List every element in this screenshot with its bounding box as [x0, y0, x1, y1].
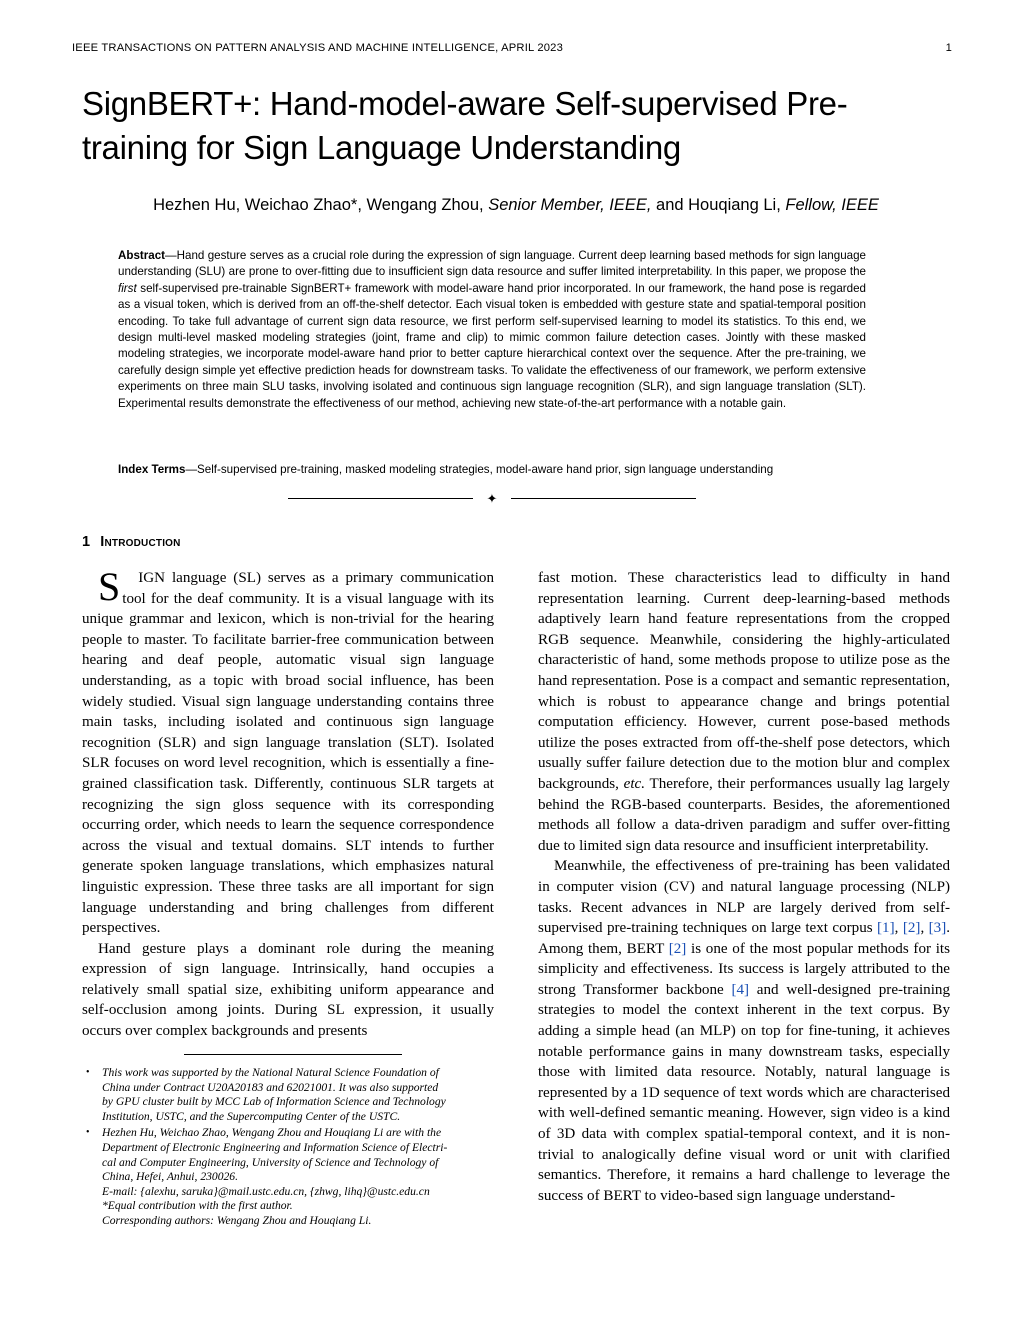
- paragraph-pretraining: [538, 856, 950, 1206]
- footnote-line: China under Contract U20A20183 and 62021001. It was also supported: [102, 1080, 439, 1094]
- footnote-line: Hezhen Hu, Weichao Zhao, Wengang Zhou and Houqiang Li are with the: [102, 1126, 442, 1140]
- index-terms-dash: —: [185, 463, 198, 476]
- index-terms-label: Index Terms: [118, 463, 186, 476]
- footnote-divider: [184, 1054, 402, 1055]
- divider-rule-left: [288, 498, 473, 499]
- bullet-icon: •: [86, 1067, 90, 1078]
- pretraining-text-e: is one of the most popular methods for its simplicity and effectiveness. Its success is largely attributed to the strong Transformer backbone: [538, 940, 950, 998]
- diamond-icon: ✦: [486, 490, 498, 506]
- citation-ref-1[interactable]: [1]: [877, 920, 895, 937]
- citation-ref-5[interactable]: [4]: [731, 981, 750, 998]
- citation-ref-4[interactable]: [2]: [668, 940, 687, 957]
- page-number: 1: [945, 42, 952, 54]
- pretraining-text-a: Meanwhile, the effectiveness of pre-training has been validated in computer vision (CV) and natural language processing (NLP) tasks. Recent advances in NLP are largely derived from self-supervised pre-training techniques on large text corpus: [538, 858, 950, 937]
- citation-ref-3[interactable]: [3]: [928, 920, 947, 937]
- footnote-line: by GPU cluster built by MCC Lab of Information Science and Technology: [102, 1095, 446, 1109]
- drop-cap-letter: S: [98, 564, 121, 609]
- abstract-label: Abstract: [118, 249, 166, 262]
- pretraining-text-c: ,: [920, 920, 929, 937]
- author-names-part1: Hezhen Hu, Weichao Zhao: [153, 196, 351, 214]
- section-number: 1: [82, 534, 91, 550]
- intro-text: language (SL) serves as a primary communication tool for the deaf community. It is a visual language with its unique grammar and lexicon, which is non-trivial for the hearing people to master. To facilitate barrier-free communication between hearing and deaf people, automatic visual sign language understanding, as a topic with broad social influence, has been widely studied. Visual sign language understanding contains three main tasks, including isolated and continuous sign language recognition (SLR) and sign language translation (SLT). Isolated SLR focuses on word level recognition, which is essentially a fine-grained classification task. Differently, continuous SLR targets at recognizing the sign gloss sequence with its corresponding occurring order, which needs to learn the sequence correspondence across the visual and textual domains. SLT intends to further generate spoken language translations, which emphasizes natural linguistic expression. These three tasks are all important for sign language understanding and bring challenges from different perspectives.: [82, 570, 494, 937]
- footnote-funding: [82, 1066, 494, 1124]
- footnote-line: China, Hefei, Anhui, 230026.: [102, 1170, 239, 1184]
- paragraph-hand-gesture: Hand gesture plays a dominant role during the meaning expression of sign language. Intrinsically, hand occupies a relatively small spatial size, exhibiting uniform appearance and self-occlusion among joints. During SL expression, it usually occurs over complex backgrounds and presents: [82, 940, 494, 1040]
- section-divider: [118, 488, 866, 508]
- section-title: Introduction: [100, 534, 181, 550]
- footnote-email: E-mail: {alexhu, saruka}@mail.ustc.edu.cn, {zhwg, lihq}@ustc.edu.cn: [102, 1184, 430, 1198]
- section-heading-introduction: [82, 534, 181, 550]
- pretraining-text-d: . Among them, BERT: [538, 920, 951, 957]
- author-names-part2: , Wengang Zhou,: [357, 196, 489, 214]
- fast-motion-text-2: Therefore, their performances usually lag largely behind the RGB-based counterparts. Besides, the aforementioned methods all follow a data-driven paradigm and suffer over-fitting due to limited sign data resource and insufficient interpretability.: [538, 775, 950, 854]
- paragraph-fast-motion: [538, 568, 950, 856]
- author-names-part3: and Houqiang Li,: [651, 196, 786, 214]
- author-asterisk: *: [350, 196, 358, 214]
- citation-ref-2[interactable]: [2]: [902, 920, 921, 937]
- footnote-affiliation: [82, 1126, 494, 1228]
- footnote-line: cal and Computer Engineering, University of Science and Technology of: [102, 1155, 439, 1169]
- footnote-block: [82, 1066, 494, 1231]
- journal-name: IEEE TRANSACTIONS ON PATTERN ANALYSIS AND MACHINE INTELLIGENCE, APRIL 2023: [72, 42, 564, 54]
- running-head: [72, 42, 952, 54]
- divider-rule-right: [511, 498, 696, 499]
- body-column-left: [82, 564, 494, 1042]
- etc-italic: etc.: [623, 775, 646, 792]
- footnote-line: This work was supported by the National Natural Science Foundation of: [102, 1066, 439, 1079]
- index-terms-text: Self-supervised pre-training, masked modeling strategies, model-aware hand prior, sign language understanding: [197, 463, 774, 476]
- bullet-icon: •: [86, 1127, 90, 1139]
- body-column-right: [538, 568, 950, 1206]
- paragraph-intro: [82, 564, 494, 939]
- page-title: SignBERT+: Hand-model-aware Self-supervised Pre-training for Sign Language Understanding: [82, 85, 848, 166]
- pretraining-text-f: and well-designed pre-training strategies to model the context inherent in the text corpus. By adding a simple head (an MLP) on top for fine-tuning, it achieves notable performance gains in many downstream tasks, especially those with limited data resource. Notably, natural language is represented by a 1D sequence of text words which are characterised with well-defined semantic meaning. However, sign video is a kind of 3D data with complex spatial-temporal context, and it is non-trivial to analogically define visual word or unit with clarified semantics. Therefore, it remains a hard challenge to leverage the success of BERT to video-based sign language understand-: [538, 981, 950, 1204]
- abstract-paragraph: [118, 248, 866, 412]
- footnote-equal-contribution: *Equal contribution with the first author.: [102, 1199, 293, 1213]
- abstract-text-2: self-supervised pre-trainable SignBERT+ framework with model-aware hand prior incorporated. In our framework, the hand pose is regarded as a visual token, which is derived from an off-the-shelf detector. Each visual token is embedded with gesture state and spatial-temporal position encoding. To take full advantage of current sign data resource, we first perform self-supervised learning to model its statistics. To this end, we design multi-level masked modeling strategies (joint, frame and clip) to mimic common failure detection cases. Jointly with these masked modeling strategies, we incorporate model-aware hand prior to better capture hierarchical context over the sequence. After the pre-training, we carefully design simple yet effective prediction heads for downstream tasks. To validate the effectiveness of our framework, we perform extensive experiments on three main SLU tasks, involving isolated and continuous sign language recognition (SLR), and sign language translation (SLT). Experimental results demonstrate the effectiveness of our method, achieving new state-of-the-art performance with a notable gain.: [118, 281, 866, 410]
- fast-motion-text-1: fast motion. These characteristics lead to difficulty in hand representation learning. Current deep-learning-based methods adaptively learn hand feature representations from the cropped RGB sequence. Meanwhile, considering the highly-articulated characteristic of hand, some methods propose to utilize pose as the hand representation. Pose is a compact and semantic representation, which is robust to appearance change and brings potential computation efficiency. However, current pose-based methods utilize the poses extracted from off-the-shelf pose detectors, which usually suffer failure detection due to the motion blur and complex backgrounds,: [538, 570, 950, 792]
- footnote-line: Department of Electronic Engineering and Information Science of Electri-: [102, 1140, 448, 1154]
- intro-smallcaps: IGN: [138, 570, 166, 586]
- abstract-dash: —: [165, 249, 177, 262]
- author-list: [82, 196, 950, 215]
- author-role-fellow: Fellow, IEEE: [785, 196, 879, 214]
- index-terms: [118, 462, 866, 478]
- author-role-senior-member: Senior Member, IEEE,: [488, 196, 652, 214]
- pretraining-text-b: ,: [894, 920, 903, 937]
- footnote-line: Institution, USTC, and the Supercomputing Center of the USTC.: [102, 1109, 401, 1123]
- abstract-text-1: Hand gesture serves as a crucial role during the expression of sign language. Current deep learning based methods for sign language understanding (SLU) are prone to over-fitting due to insufficient sign data resource and suffer limited interpretability. In this paper, we propose the: [118, 249, 866, 279]
- footnote-corresponding-authors: Corresponding authors: Wengang Zhou and Houqiang Li.: [102, 1213, 372, 1227]
- abstract-emphasis-first: first: [118, 281, 137, 295]
